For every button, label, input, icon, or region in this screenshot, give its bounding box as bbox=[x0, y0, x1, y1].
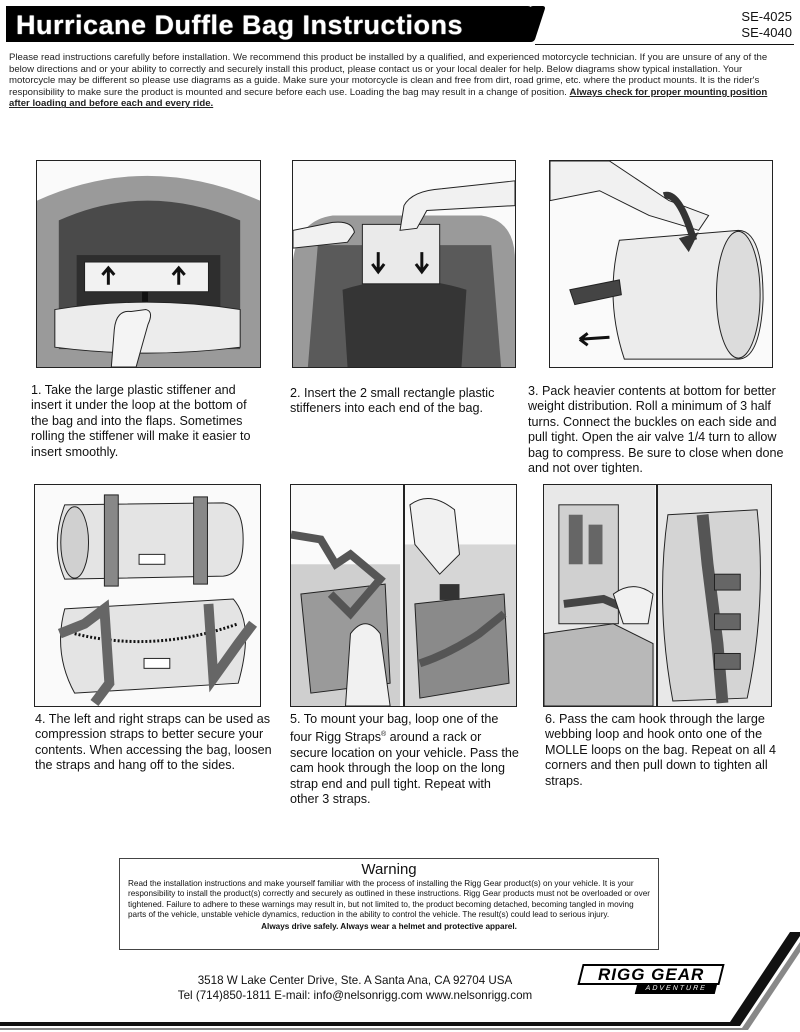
logo-wordmark bbox=[577, 964, 724, 985]
model-codes bbox=[741, 9, 792, 41]
step-6-illustration bbox=[543, 484, 772, 707]
step-4-text: 4. The left and right straps can be used as compression straps to better secure your contents. When accessing the bag, loosen the straps and hang off to the sides. bbox=[35, 712, 272, 773]
warning-title: Warning bbox=[361, 861, 417, 878]
registered-mark: ® bbox=[381, 731, 387, 739]
warning-closing: Always drive safely. Always wear a helmet and protective apparel. bbox=[261, 921, 517, 931]
intro-emphasis: Always check for proper mounting position after loading and before each and every ride. bbox=[9, 86, 768, 110]
header-rule bbox=[535, 44, 794, 45]
step-2-illustration bbox=[292, 160, 516, 368]
step-5-text-start: 5. To mount your bag, loop one of the four Rigg Straps bbox=[290, 712, 499, 745]
step-4-illustration bbox=[34, 484, 261, 707]
step-2-text: 2. Insert the 2 small rectangle plastic stiffeners into each end of the bag. bbox=[290, 386, 495, 416]
contact-line: Tel (714)850-1811 E-mail: info@nelsonrigg.com www.nelsonrigg.com bbox=[177, 988, 533, 1002]
panel-divider bbox=[403, 485, 405, 706]
step-1-illustration bbox=[36, 160, 261, 368]
step-3-illustration bbox=[549, 160, 773, 368]
warning-body: Read the installation instructions and make yourself familiar with the process of installing the Rigg Gear product(s) on your vehicle. It is your responsibility to install the product(s) correctly and securely as outlined in these instructions. Rigg Gear products must not be overloaded or over tightened. Failure to adhere to these warnings may result in, but not limited to, the product becoming detached, becoming tangled in moving parts of the vehicle, unstable vehicle dynamics, reduction in the ability to control the vehicle. The result(s) could lead to serious injury. bbox=[128, 879, 650, 920]
page-title: Hurricane Duffle Bag Instructions bbox=[16, 10, 464, 40]
model-code: SE-4040 bbox=[741, 25, 792, 40]
step-3-text: 3. Pack heavier contents at bottom for better weight distribution. Roll a minimum of 3 half turns. Connect the buckles on each side and pull tight. Open the air valve 1/4 turn to allow bag to compress. Be sure to close when done and not over tighten. bbox=[528, 384, 784, 476]
model-code: SE-4025 bbox=[741, 9, 792, 24]
step-5-text bbox=[290, 712, 520, 808]
step-5-illustration bbox=[290, 484, 517, 707]
footer-address bbox=[150, 974, 560, 1003]
step-5-text-end: around a rack or secure location on your vehicle. Pass the cam hook through the loop on the long strap end and pull tight. Repeat with other 3 straps. bbox=[290, 730, 519, 807]
panel-divider bbox=[656, 485, 658, 706]
title-banner bbox=[6, 6, 532, 42]
step-6-text: 6. Pass the cam hook through the large webbing loop and hook onto one of the MOLLE loops on the bag. Repeat on all 4 corners and then pull down to tighten all straps. bbox=[545, 712, 777, 788]
logo-main-text: RIGG GEAR bbox=[597, 965, 705, 984]
logo-subtitle: ADVENTURE bbox=[635, 984, 717, 994]
address-line: 3518 W Lake Center Drive, Ste. A Santa Ana, CA 92704 USA bbox=[197, 974, 513, 987]
step-1-text: 1. Take the large plastic stiffener and insert it under the loop at the bottom of the bag and into the flaps. Sometimes rolling the stiffener will make it easier to insert smoothly. bbox=[31, 383, 251, 459]
rigg-gear-logo bbox=[580, 964, 722, 994]
intro-paragraph bbox=[9, 52, 789, 110]
intro-text: Please read instructions carefully before installation. We recommend this product be installed by a qualified, and experienced motorcycle technician. If you are unsure of any of the below directions and or your ability to correctly and securely install this product, please contact us or your local dealer for help. Below diagrams show typical installation. Your motorcycle may be different so please use diagrams as a guide. Make sure your motorcycle is clean and free from dirt, road grime, etc. where the product mounts. It is the rider's responsibility to make sure the product is mounted and secure before each use. Loading the bag may result in a change of position. bbox=[9, 52, 768, 98]
